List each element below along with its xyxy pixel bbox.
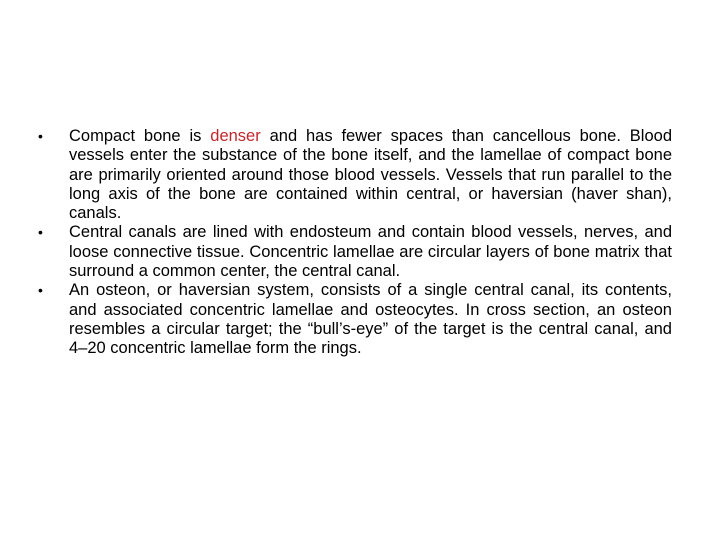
bullet-text-before: Compact bone is [69,127,211,145]
bullet-text-after: and has fewer spaces than cancellous bone. Blood vessels enter the substance of the bone itself, and the lamellae of compact bone are primarily oriented around those blood vessels. Vessels that run parallel to the long axis of the bone are contained within central, or haversian (haver shan), canals. [69,127,672,223]
bullet-icon: • [38,282,43,299]
bullet-icon: • [38,224,43,241]
bullet-text: Central canals are lined with endosteum and contain blood vessels, nerves, and loose connective tissue. Concentric lamellae are circular layers of bone matrix that surround a common center, the central canal. [69,223,672,281]
bullet-icon: • [38,128,43,144]
bullet-item-compact-bone [38,127,672,223]
bullet-item-central-canals [38,223,672,281]
bullet-list [38,127,672,359]
bullet-text: An osteon, or haversian system, consists of a single central canal, its contents, and associated concentric lamellae and osteocytes. In cross section, an osteon resembles a circular target; the “bull’s-eye” of the target is the central canal, and 4–20 concentric lamellae form the rings. [69,281,672,358]
highlighted-term: denser [210,127,261,145]
bullet-item-osteon [38,281,672,358]
